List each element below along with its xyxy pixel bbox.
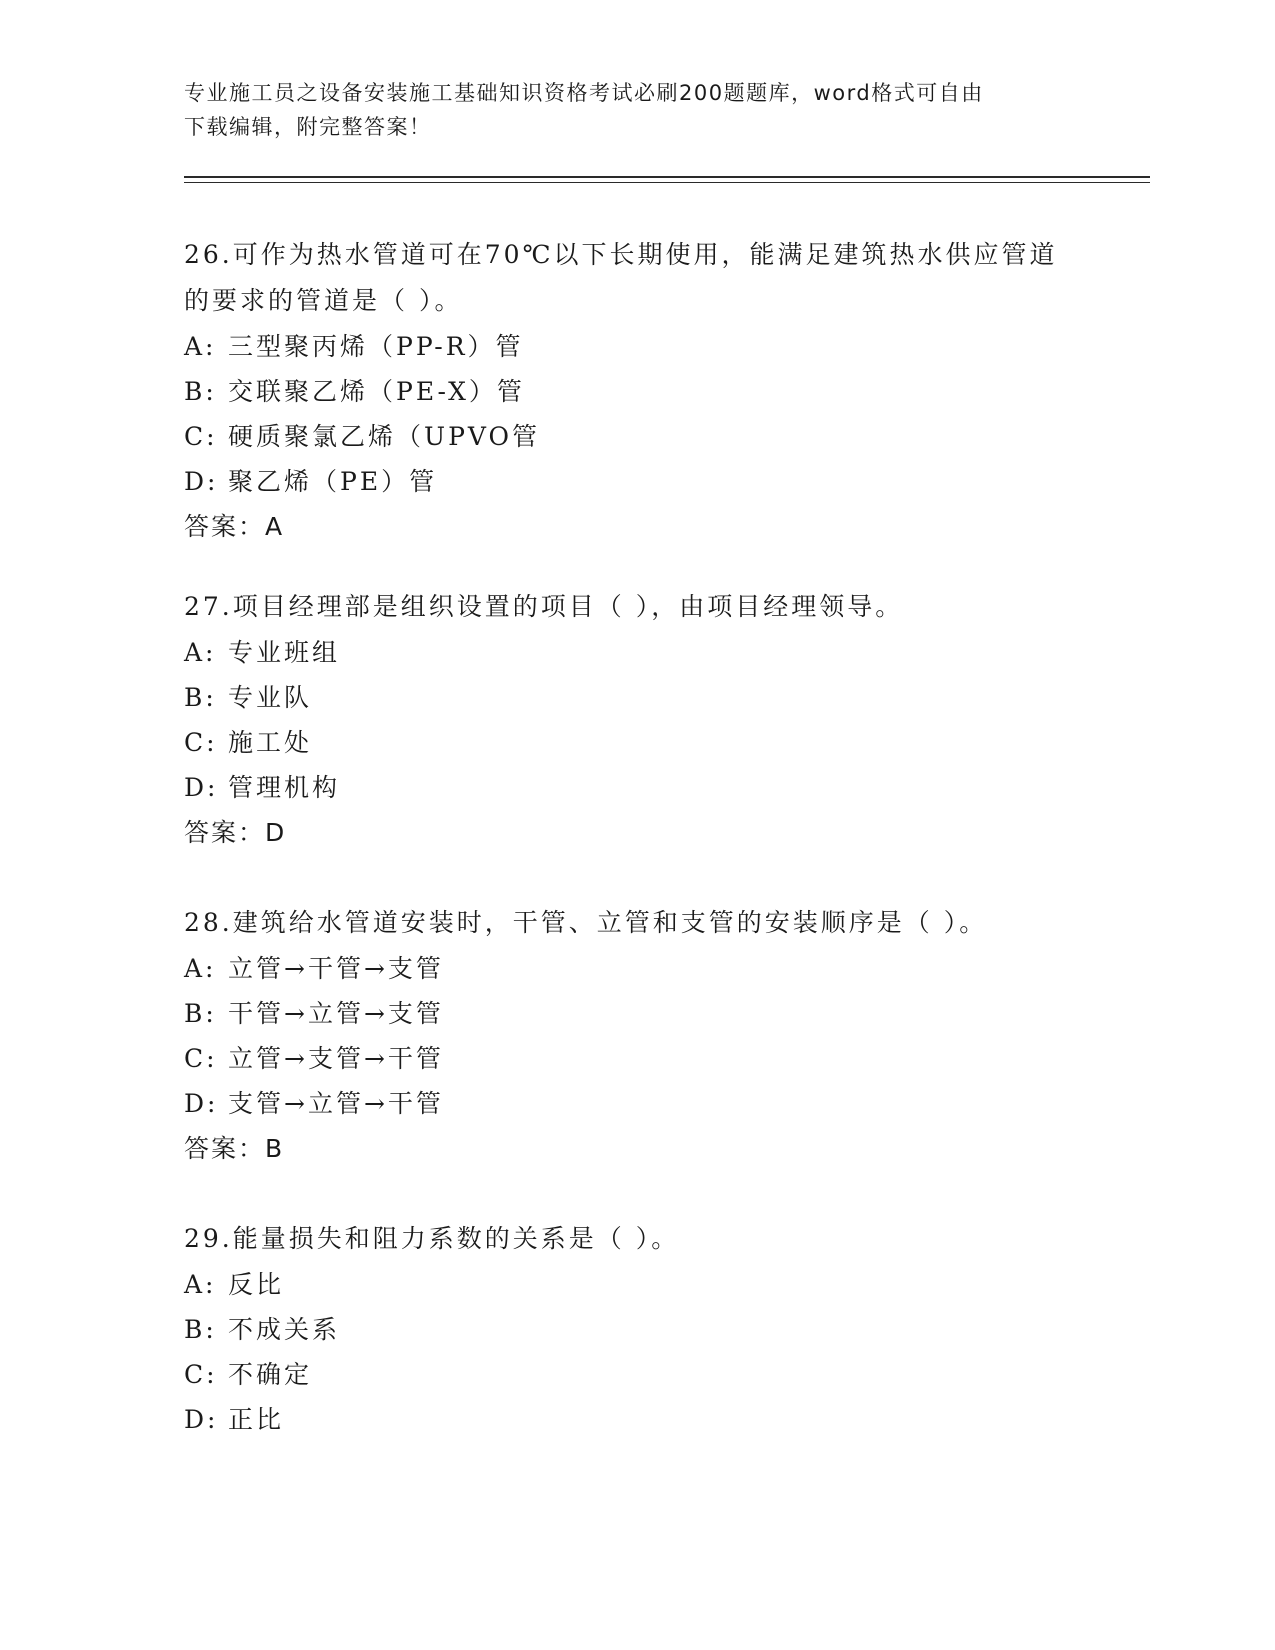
option-a: [184, 324, 1084, 369]
option-letter: B:: [184, 999, 217, 1028]
header-line-1: 专业施工员之设备安装施工基础知识资格考试必刷200题题库，word格式可自由: [184, 81, 984, 105]
option-letter: B:: [184, 1315, 217, 1344]
option-d: [184, 459, 1084, 504]
option-letter: C:: [184, 728, 218, 757]
option-a: [184, 946, 1084, 991]
option-text: 交联聚乙烯（PE-X）管: [228, 377, 525, 406]
option-a: [184, 630, 1084, 675]
header-divider-thin: [184, 182, 1150, 183]
question-27: [184, 584, 1084, 856]
option-letter: D:: [184, 467, 219, 496]
option-c: [184, 720, 1084, 765]
option-d: [184, 765, 1084, 810]
option-text: 三型聚丙烯（PP-R）管: [228, 332, 524, 361]
question-text: 29.能量损失和阻力系数的关系是（ ）。: [184, 1224, 680, 1253]
question-text: 28.建筑给水管道安装时，干管、立管和支管的安装顺序是（ ）。: [184, 908, 988, 937]
option-letter: A:: [184, 1270, 217, 1299]
answer-line: 答案：B: [184, 1134, 285, 1163]
option-text: 专业班组: [228, 638, 341, 667]
option-letter: C:: [184, 1044, 218, 1073]
option-text: 硬质聚氯乙烯（UPVO管: [228, 422, 541, 451]
question-26: [184, 232, 1084, 550]
header-line-2: 下载编辑，附完整答案！: [184, 115, 432, 139]
option-text: 专业队: [228, 683, 313, 712]
question-text: 26.可作为热水管道可在70℃以下长期使用，能满足建筑热水供应管道的要求的管道是（ ）。: [184, 240, 1058, 315]
option-letter: B:: [184, 683, 217, 712]
option-b: [184, 991, 1084, 1036]
option-text: 立管→干管→支管: [228, 954, 444, 983]
option-letter: A:: [184, 954, 217, 983]
option-text: 干管→立管→支管: [228, 999, 444, 1028]
option-b: [184, 369, 1084, 414]
document-header: [184, 76, 1084, 144]
question-29: [184, 1216, 1084, 1442]
option-letter: A:: [184, 332, 217, 361]
option-b: [184, 675, 1084, 720]
option-text: 不成关系: [228, 1315, 341, 1344]
option-text: 正比: [228, 1405, 285, 1434]
header-divider-thick: [184, 176, 1150, 178]
option-text: 管理机构: [228, 773, 341, 802]
option-text: 立管→支管→干管: [228, 1044, 444, 1073]
option-letter: A:: [184, 638, 217, 667]
option-text: 施工处: [228, 728, 313, 757]
question-28: [184, 900, 1084, 1172]
option-c: [184, 414, 1084, 459]
option-c: [184, 1036, 1084, 1081]
option-d: [184, 1397, 1084, 1442]
answer-line: 答案：A: [184, 512, 285, 541]
option-text: 聚乙烯（PE）管: [228, 467, 438, 496]
option-letter: D:: [184, 773, 219, 802]
option-text: 不确定: [228, 1360, 313, 1389]
option-text: 支管→立管→干管: [228, 1089, 444, 1118]
question-text: 27.项目经理部是组织设置的项目（ ），由项目经理领导。: [184, 592, 904, 621]
answer-line: 答案：D: [184, 818, 287, 847]
option-letter: D:: [184, 1405, 219, 1434]
option-text: 反比: [228, 1270, 285, 1299]
option-b: [184, 1307, 1084, 1352]
option-d: [184, 1081, 1084, 1126]
option-c: [184, 1352, 1084, 1397]
option-a: [184, 1262, 1084, 1307]
option-letter: C:: [184, 422, 218, 451]
option-letter: D:: [184, 1089, 219, 1118]
option-letter: B:: [184, 377, 217, 406]
option-letter: C:: [184, 1360, 218, 1389]
